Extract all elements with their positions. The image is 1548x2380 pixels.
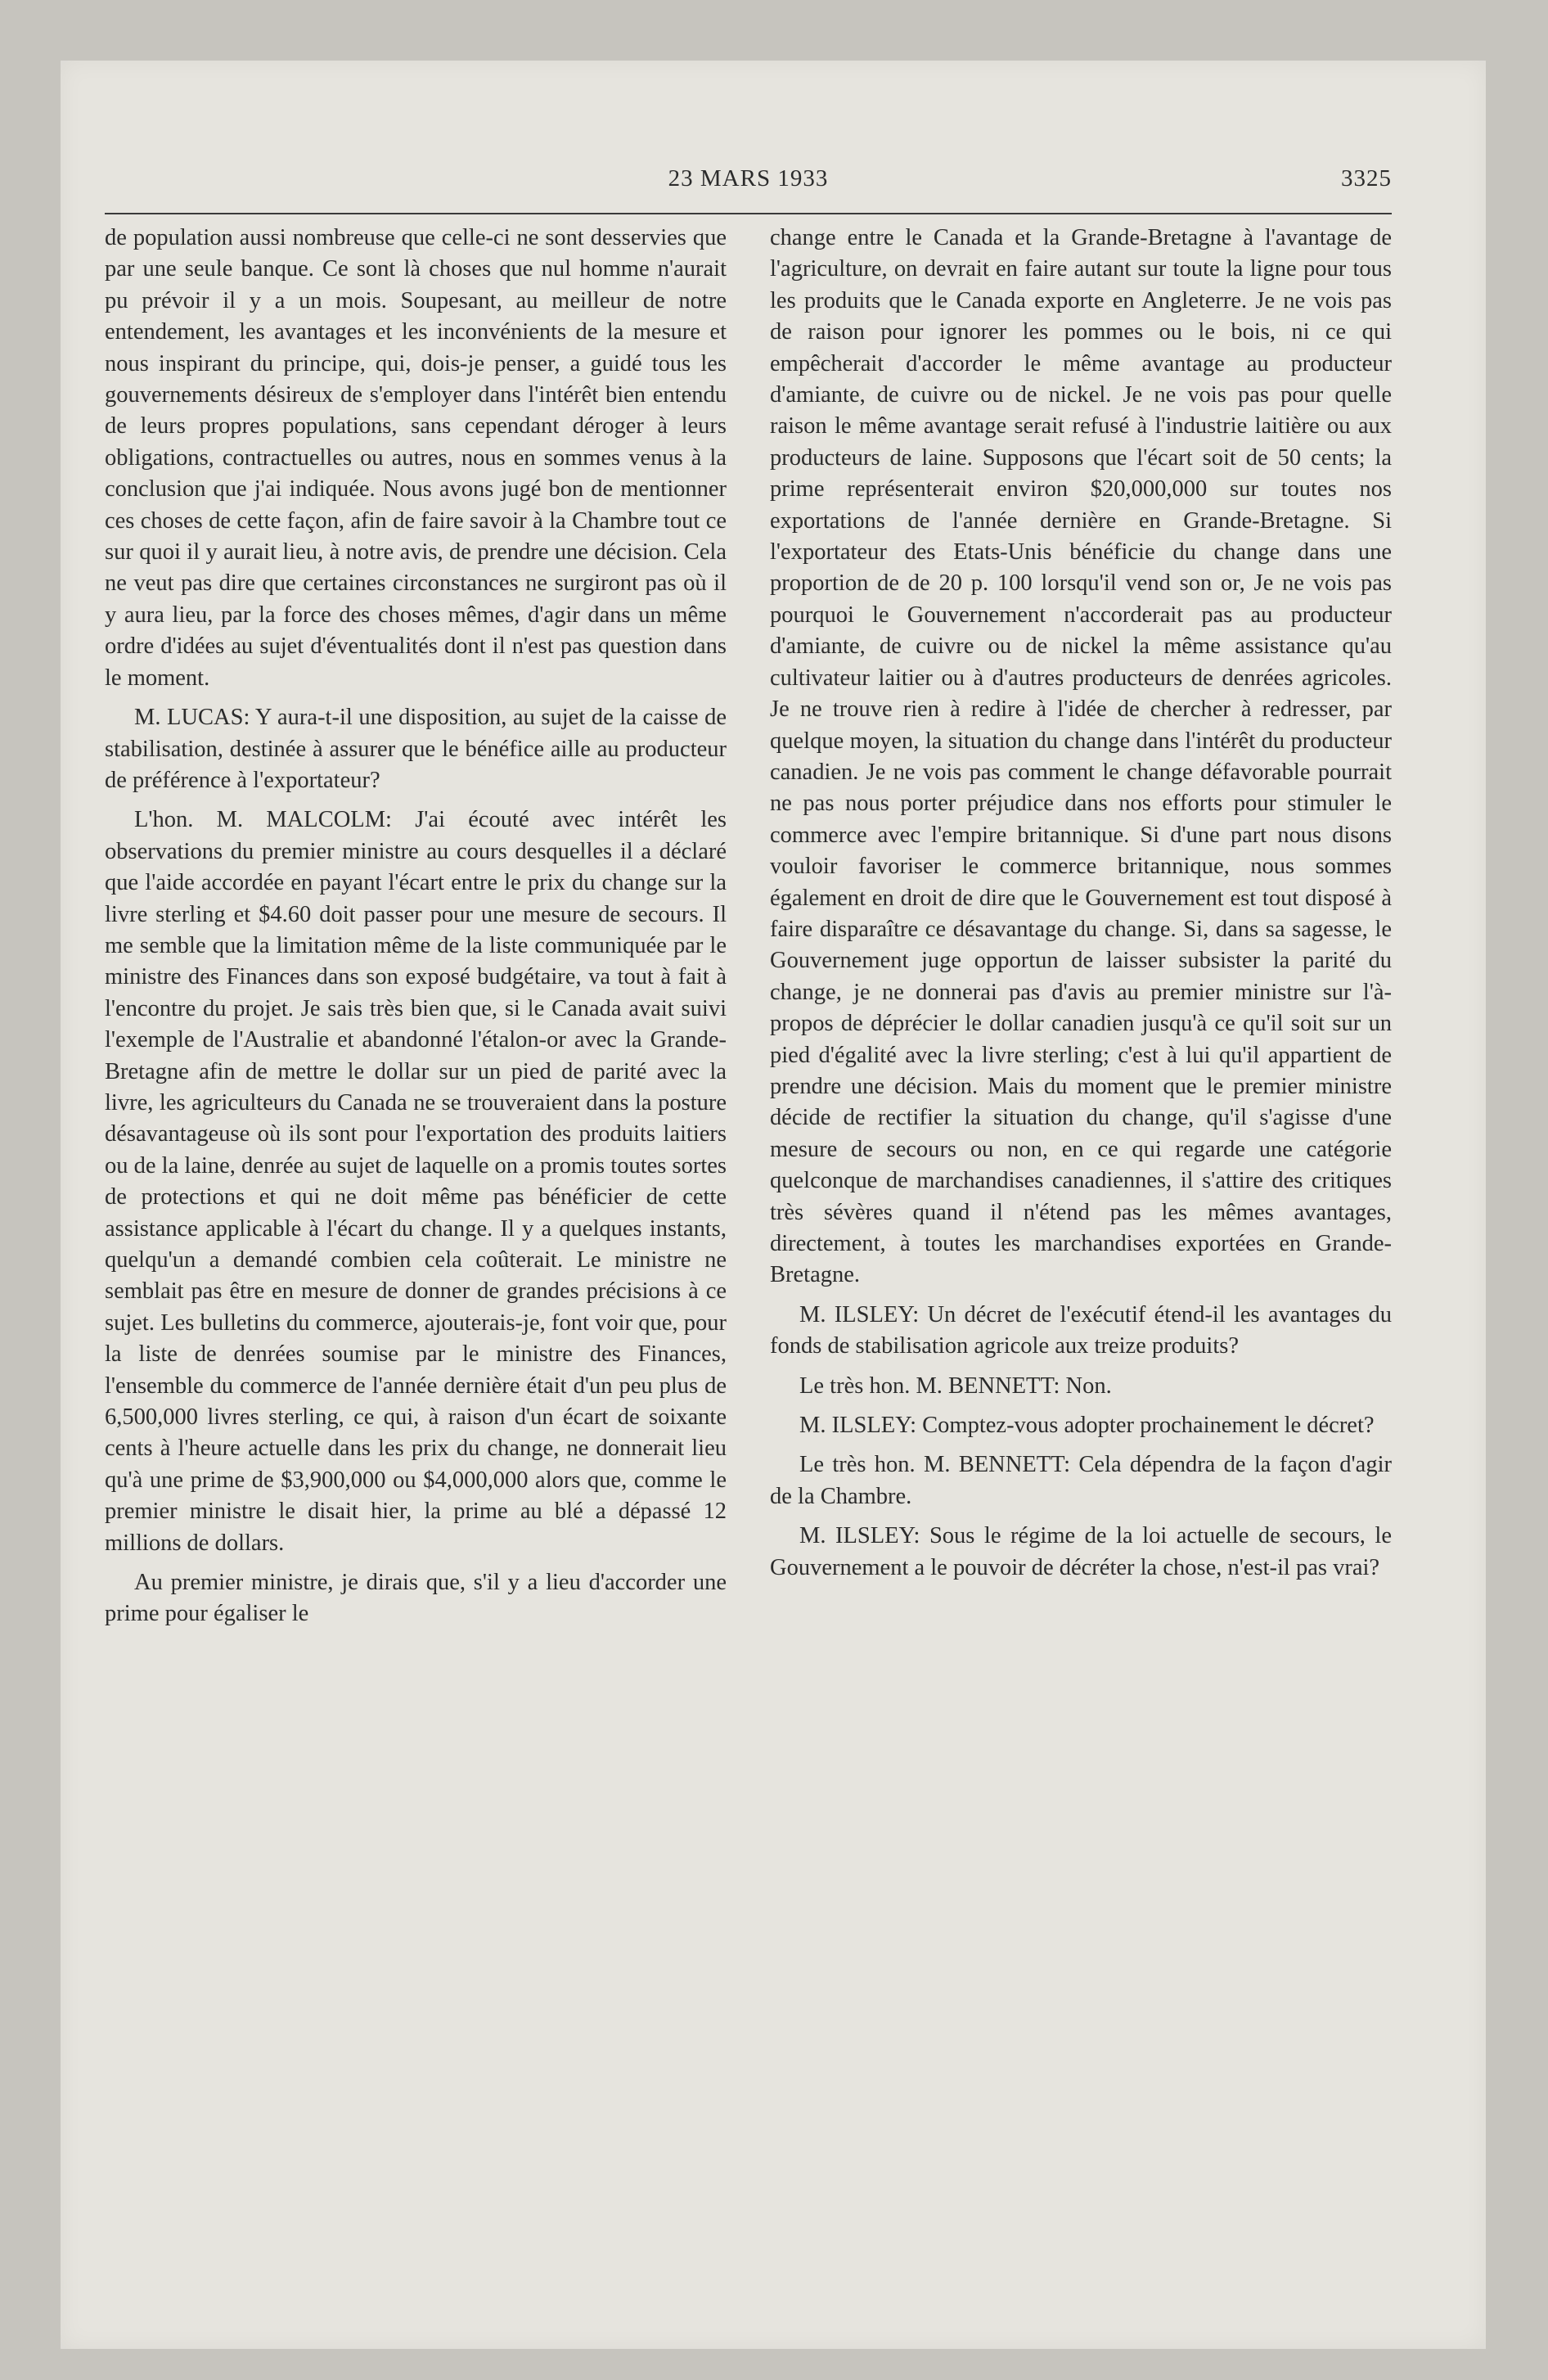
paragraph: Le très hon. M. BENNETT: Non. bbox=[799, 1373, 1112, 1399]
document-page bbox=[105, 165, 1392, 1639]
paragraph: L'hon. M. MALCOLM: J'ai écouté avec intérêt les observations du premier ministre au cours desquelles il a déclaré que l'aide accordée en payant l'écart entre le prix du change sur la livre sterling et $4.60 doit passer pour une mesure de secours. Il me semble que la limitation même de la liste communiquée par le ministre des Finances dans son exposé budgétaire, va tout à fait à l'encontre du projet. Je sais très bien que, si le Canada avait suivi l'exemple de l'Australie et abandonné l'étalon-or avec la Grande-Bretagne afin de mettre le dollar sur un pied de parité avec la livre, les agriculteurs du Canada ne se trouveraient dans la posture désavantageuse où ils sont pour l'exportation des produits laitiers ou de la laine, denrée au sujet de laquelle on a promis toutes sortes de protections et qui ne doit même pas bénéficier de cette assistance applicable à l'écart du change. Il y a quelques instants, quelqu'un a demandé combien cela coûterait. Le ministre ne semblait pas être en mesure de donner de grandes précisions à ce sujet. Les bulletins du commerce, ajouterais-je, font voir que, pour la liste de denrées soumise par le ministre des Finances, l'ensemble du commerce de l'année dernière était d'un peu plus de 6,500,000 livres sterling, ce qui, à raison d'un écart de soixante cents à l'heure actuelle dans les prix du change, ne donnerait lieu qu'à une prime de $3,900,000 ou $4,000,000 alors que, comme le premier ministre le disait hier, la prime au blé a dépassé 12 millions de dollars. bbox=[105, 807, 727, 1556]
page-header bbox=[105, 165, 1392, 198]
paragraph: M. LUCAS: Y aura-t-il une disposition, au sujet de la caisse de stabilisation, destinée à assurer que le bénéfice aille au producteur de préférence à l'exportateur? bbox=[105, 705, 727, 793]
page-number: 3325 bbox=[1341, 165, 1392, 192]
left-column bbox=[105, 223, 727, 1639]
paragraph: M. ILSLEY: Comptez-vous adopter prochainement le décret? bbox=[799, 1413, 1375, 1439]
paragraph: M. ILSLEY: Sous le régime de la loi actuelle de secours, le Gouvernement a le pouvoir de décréter la chose, n'est-il pas vrai? bbox=[770, 1523, 1392, 1580]
text-columns bbox=[105, 223, 1392, 1639]
header-date: 23 MARS 1933 bbox=[668, 165, 829, 192]
paragraph: change entre le Canada et la Grande-Bretagne à l'avantage de l'agriculture, on devrait en faire autant sur toute la ligne pour tous les produits que le Canada exporte en Angleterre. Je ne vois pas de raison pour ignorer les pommes ou le bois, ni ce qui empêcherait d'accorder le même avantage au producteur d'amiante, de cuivre ou de nickel. Je ne vois pas pour quelle raison le même avantage serait refusé à l'industrie laitière ou aux producteurs de laine. Supposons que l'écart soit de 50 cents; la prime représenterait environ $20,000,000 sur toutes nos exportations de l'année dernière en Grande-Bretagne. Si l'exportateur des Etats-Unis bénéficie du change dans une proportion de de 20 p. 100 lorsqu'il vend son or, Je ne vois pas pourquoi le Gouvernement n'accorderait pas au producteur d'amiante, de cuivre ou de nickel la même assistance qu'au cultivateur laitier ou à d'autres producteurs de denrées agricoles. Je ne trouve rien à redire à l'idée de chercher à redresser, par quelque moyen, la situation du change dans l'intérêt du producteur canadien. Je ne vois pas comment le change défavorable pourrait ne pas nous porter préjudice dans nos efforts pour stimuler le commerce avec l'empire britannique. Si d'une part nous disons vouloir favoriser le commerce britannique, nous sommes également en droit de dire que le Gouvernement est tout disposé à faire disparaître ce désavantage du change. Si, dans sa sagesse, le Gouvernement juge opportun de laisser subsister la parité du change, je ne donnerai pas d'avis au premier ministre sur l'à-propos de déprécier le dollar canadien jusqu'à ce qu'il soit sur un pied d'égalité avec la livre sterling; c'est à lui qu'il appartient de prendre une décision. Mais du moment que le premier ministre décide de rectifier la situation du change, qu'il s'agisse d'une mesure de secours ou non, en ce qui regarde une catégorie quelconque de marchandises canadiennes, il s'attire des critiques très sévères quand il n'étend pas les mêmes avantages, directement, à toutes les marchandises exportées en Grande-Bretagne. bbox=[770, 225, 1392, 1288]
paragraph: de population aussi nombreuse que celle-ci ne sont desservies que par une seule banque. Ce sont là choses que nul homme n'aurait pu prévoir il y a un mois. Soupesant, au meilleur de notre entendement, les avantages et les inconvénients de la mesure et nous inspirant du principe, qui, dois-je penser, a guidé tous les gouvernements désireux de s'employer dans l'intérêt bien entendu de leurs propres populations, sans cependant déroger à leurs obligations, contractuelles ou autres, nous en sommes venus à la conclusion que j'ai indiquée. Nous avons jugé bon de mentionner ces choses de cette façon, afin de faire savoir à la Chambre tout ce sur quoi il y aurait lieu, à notre avis, de prendre une décision. Cela ne veut pas dire que certaines circonstances ne surgiront pas où il y aura lieu, par la force des choses mêmes, d'agir dans un même ordre d'idées au sujet d'éventualités dont il n'est pas question dans le moment. bbox=[105, 225, 727, 691]
right-column bbox=[770, 223, 1392, 1639]
paragraph: Au premier ministre, je dirais que, s'il y a lieu d'accorder une prime pour égaliser le bbox=[105, 1570, 727, 1627]
paragraph: Le très hon. M. BENNETT: Cela dépendra de la façon d'agir de la Chambre. bbox=[770, 1452, 1392, 1509]
paragraph: M. ILSLEY: Un décret de l'exécutif étend-il les avantages du fonds de stabilisation agricole aux treize produits? bbox=[770, 1301, 1392, 1359]
header-rule bbox=[105, 213, 1392, 214]
